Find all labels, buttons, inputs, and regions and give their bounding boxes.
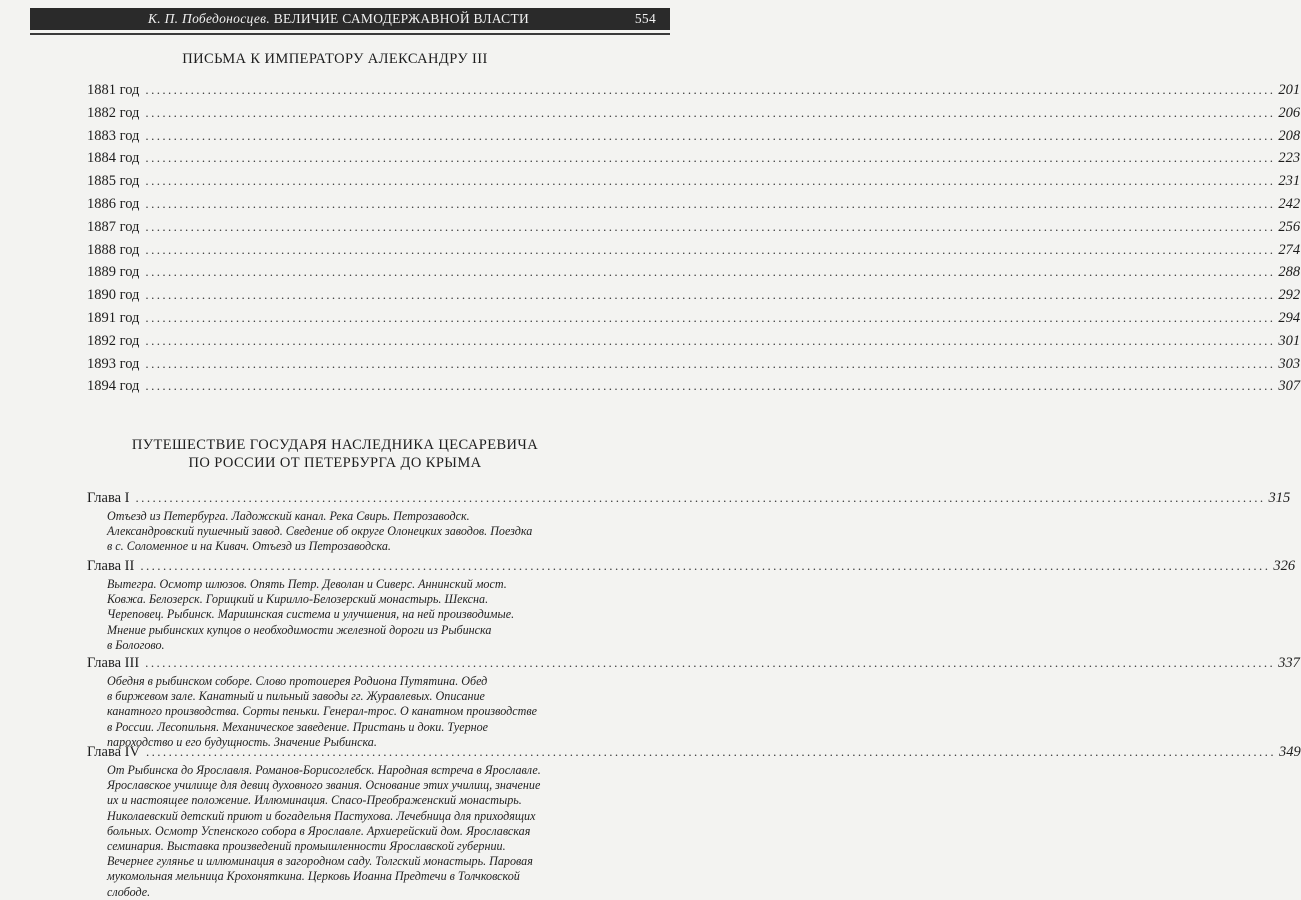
summary-line: в биржевом зале. Канатный и пильный заводы гг. Журавлевых. Описание bbox=[107, 689, 485, 704]
toc-row[interactable] bbox=[87, 332, 1301, 356]
chapter-entry bbox=[87, 655, 1300, 750]
toc-row-page: 307 bbox=[1278, 378, 1301, 395]
chapter-summary bbox=[107, 763, 596, 900]
summary-line: слободе. bbox=[107, 884, 151, 899]
running-header bbox=[30, 8, 670, 30]
leader-dots: ........................................................................................................................................................................................................ bbox=[145, 655, 1276, 670]
summary-line: Вечернее гулянье и иллюминация в загородном саду. Толгский монастырь. Паровая bbox=[107, 854, 533, 869]
toc-row-page: 274 bbox=[1278, 241, 1301, 258]
toc-row-page: 242 bbox=[1278, 195, 1301, 212]
chapter-page: 349 bbox=[1278, 744, 1301, 760]
toc-row-page: 223 bbox=[1278, 150, 1301, 167]
summary-line: Мнение рыбинских купцов о необходимости железной дороги из Рыбинска bbox=[107, 622, 492, 637]
toc-row-page: 303 bbox=[1278, 355, 1301, 372]
toc-row-label: 1888 год bbox=[87, 241, 140, 258]
leader-dots: ........................................................................................................................................................................................................ bbox=[145, 378, 1276, 394]
toc-row-page: 231 bbox=[1278, 173, 1301, 190]
leader-dots: ........................................................................................................................................................................................................ bbox=[145, 287, 1276, 303]
summary-line: семинария. Выставка произведений промышленности Ярославской губернии. bbox=[107, 839, 506, 854]
chapter-summary bbox=[107, 577, 596, 653]
leader-dots: ........................................................................................................................................................................................................ bbox=[145, 150, 1276, 166]
toc-row-page: 294 bbox=[1278, 309, 1301, 326]
toc-row-label: 1884 год bbox=[87, 150, 140, 167]
header-author: К. П. Победоносцев. bbox=[148, 11, 271, 26]
chapter-summary bbox=[107, 509, 596, 555]
chapter-page: 337 bbox=[1278, 655, 1300, 671]
summary-line: Николаевский детский приют и богадельня Пастухова. Лечебница для приходящих bbox=[107, 808, 536, 823]
chapter-entry bbox=[87, 744, 1301, 900]
leader-dots: ........................................................................................................................................................................................................ bbox=[135, 490, 1266, 505]
chapter-label: Глава II bbox=[87, 558, 135, 574]
summary-line: Обедня в рыбинском соборе. Слово протоиерея Родиона Путятина. Обед bbox=[107, 674, 488, 688]
toc-row-label: 1886 год bbox=[87, 195, 140, 212]
toc-row[interactable] bbox=[87, 309, 1301, 333]
toc-row-label: 1882 год bbox=[87, 104, 140, 121]
leader-dots: ........................................................................................................................................................................................................ bbox=[145, 218, 1276, 234]
header-book-title: ВЕЛИЧИЕ САМОДЕРЖАВНОЙ ВЛАСТИ bbox=[273, 11, 530, 26]
toc-row-label: 1881 год bbox=[87, 82, 140, 98]
toc-row[interactable] bbox=[87, 150, 1301, 173]
summary-line: больных. Осмотр Успенского собора в Ярославле. Архиерейский дом. Ярославская bbox=[107, 823, 531, 838]
chapter-heading[interactable] bbox=[87, 655, 1300, 674]
summary-line: в Бологово. bbox=[107, 637, 165, 652]
toc-row[interactable] bbox=[87, 195, 1301, 219]
summary-line: мукомольная мельница Крохоняткина. Церковь Иоанна Предтечи в Толчковской bbox=[107, 869, 520, 884]
letters-toc bbox=[87, 82, 1301, 401]
chapter-summary bbox=[107, 674, 596, 750]
chapter-label: Глава III bbox=[87, 655, 140, 671]
toc-row[interactable] bbox=[87, 218, 1301, 242]
chapter-heading[interactable] bbox=[87, 744, 1301, 763]
summary-line: Ковжа. Белозерск. Горицкий и Кирилло-Белозерский монастырь. Шексна. bbox=[107, 592, 489, 607]
leader-dots: ........................................................................................................................................................................................................ bbox=[145, 104, 1276, 120]
toc-row-label: 1893 год bbox=[87, 355, 140, 372]
leader-dots: ........................................................................................................................................................................................................ bbox=[145, 173, 1276, 189]
section-title-line: ПО РОССИИ ОТ ПЕТЕРБУРГА ДО КРЫМА bbox=[188, 455, 482, 471]
summary-line: в с. Соломенное и на Кивач. Отъезд из Петрозаводска. bbox=[107, 539, 391, 554]
chapter-entry bbox=[87, 490, 1291, 555]
toc-row-page: 208 bbox=[1278, 127, 1301, 144]
chapter-label: Глава IV bbox=[87, 744, 140, 760]
toc-row[interactable] bbox=[87, 287, 1301, 310]
chapter-page: 315 bbox=[1268, 490, 1291, 506]
toc-row-label: 1883 год bbox=[87, 127, 140, 144]
toc-row-label: 1892 год bbox=[87, 332, 140, 349]
leader-dots: ........................................................................................................................................................................................................ bbox=[140, 558, 1271, 573]
toc-row-page: 206 bbox=[1278, 104, 1301, 121]
toc-row-page: 201 bbox=[1278, 82, 1301, 98]
toc-row-page: 292 bbox=[1278, 287, 1301, 304]
toc-row-label: 1890 год bbox=[87, 287, 140, 304]
summary-line: Ярославское училище для девиц духовного звания. Основание этих училищ, значение bbox=[107, 778, 541, 793]
page-number: 554 bbox=[634, 11, 656, 26]
toc-row-page: 288 bbox=[1278, 264, 1301, 281]
chapter-page: 326 bbox=[1273, 558, 1296, 574]
toc-row[interactable] bbox=[87, 127, 1301, 151]
summary-line: Череповец. Рыбинск. Маришнская система и улучшения, на ней производимые. bbox=[107, 607, 515, 622]
header-title bbox=[148, 11, 529, 27]
leader-dots: ........................................................................................................................................................................................................ bbox=[145, 195, 1276, 211]
leader-dots: ........................................................................................................................................................................................................ bbox=[145, 127, 1276, 143]
chapter-entry bbox=[87, 558, 1296, 653]
chapter-label: Глава I bbox=[87, 490, 130, 506]
leader-dots: ........................................................................................................................................................................................................ bbox=[145, 309, 1276, 325]
toc-row-label: 1889 год bbox=[87, 264, 140, 281]
toc-row-label: 1891 год bbox=[87, 309, 140, 326]
leader-dots: ........................................................................................................................................................................................................ bbox=[145, 241, 1276, 257]
summary-line: канатного производства. Сорты пеньки. Генерал-трос. О канатном производстве bbox=[107, 704, 537, 719]
leader-dots: ........................................................................................................................................................................................................ bbox=[145, 355, 1276, 371]
toc-row-label: 1894 год bbox=[87, 378, 140, 395]
summary-line: Отъезд из Петербурга. Ладожский канал. Река Свирь. Петрозаводск. bbox=[107, 509, 470, 523]
leader-dots: ........................................................................................................................................................................................................ bbox=[145, 264, 1276, 280]
toc-row[interactable] bbox=[87, 378, 1301, 401]
leader-dots: ........................................................................................................................................................................................................ bbox=[145, 82, 1276, 97]
toc-row-page: 301 bbox=[1278, 332, 1301, 349]
chapter-heading[interactable] bbox=[87, 558, 1296, 577]
summary-line: От Рыбинска до Ярославля. Романов-Борисоглебск. Народная встреча в Ярославле. bbox=[107, 763, 541, 777]
header-rule bbox=[30, 33, 670, 35]
summary-line: Александровский пушечный завод. Сведение об округе Олонецких заводов. Поездка bbox=[107, 524, 533, 539]
toc-row-label: 1885 год bbox=[87, 173, 140, 190]
summary-line: в России. Лесопильня. Механическое заведение. Пристань и доки. Туерное bbox=[107, 719, 489, 734]
toc-row[interactable] bbox=[87, 241, 1301, 265]
leader-dots: ........................................................................................................................................................................................................ bbox=[145, 744, 1276, 759]
toc-row-page: 256 bbox=[1278, 218, 1301, 235]
summary-line: пароходство и его будущность. Значение Рыбинска. bbox=[107, 734, 377, 749]
section-title-line: ПУТЕШЕСТВИЕ ГОСУДАРЯ НАСЛЕДНИКА ЦЕСАРЕВИЧА bbox=[131, 437, 539, 453]
summary-line: их и настоящее положение. Иллюминация. Спасо-Преображенский монастырь. bbox=[107, 793, 522, 808]
toc-row[interactable] bbox=[87, 173, 1301, 196]
toc-row[interactable] bbox=[87, 82, 1301, 105]
leader-dots: ........................................................................................................................................................................................................ bbox=[145, 332, 1276, 348]
chapter-heading[interactable] bbox=[87, 490, 1291, 509]
section-title-journey bbox=[0, 436, 670, 472]
toc-row[interactable] bbox=[87, 355, 1301, 379]
toc-row-label: 1887 год bbox=[87, 218, 140, 235]
toc-row[interactable] bbox=[87, 104, 1301, 128]
summary-line: Вытегра. Осмотр шлюзов. Опять Петр. Деволан и Сиверс. Аннинский мост. bbox=[107, 577, 507, 591]
toc-row[interactable] bbox=[87, 264, 1301, 287]
section-title-letters: ПИСЬМА К ИМПЕРАТОРУ АЛЕКСАНДРУ III bbox=[182, 51, 488, 67]
